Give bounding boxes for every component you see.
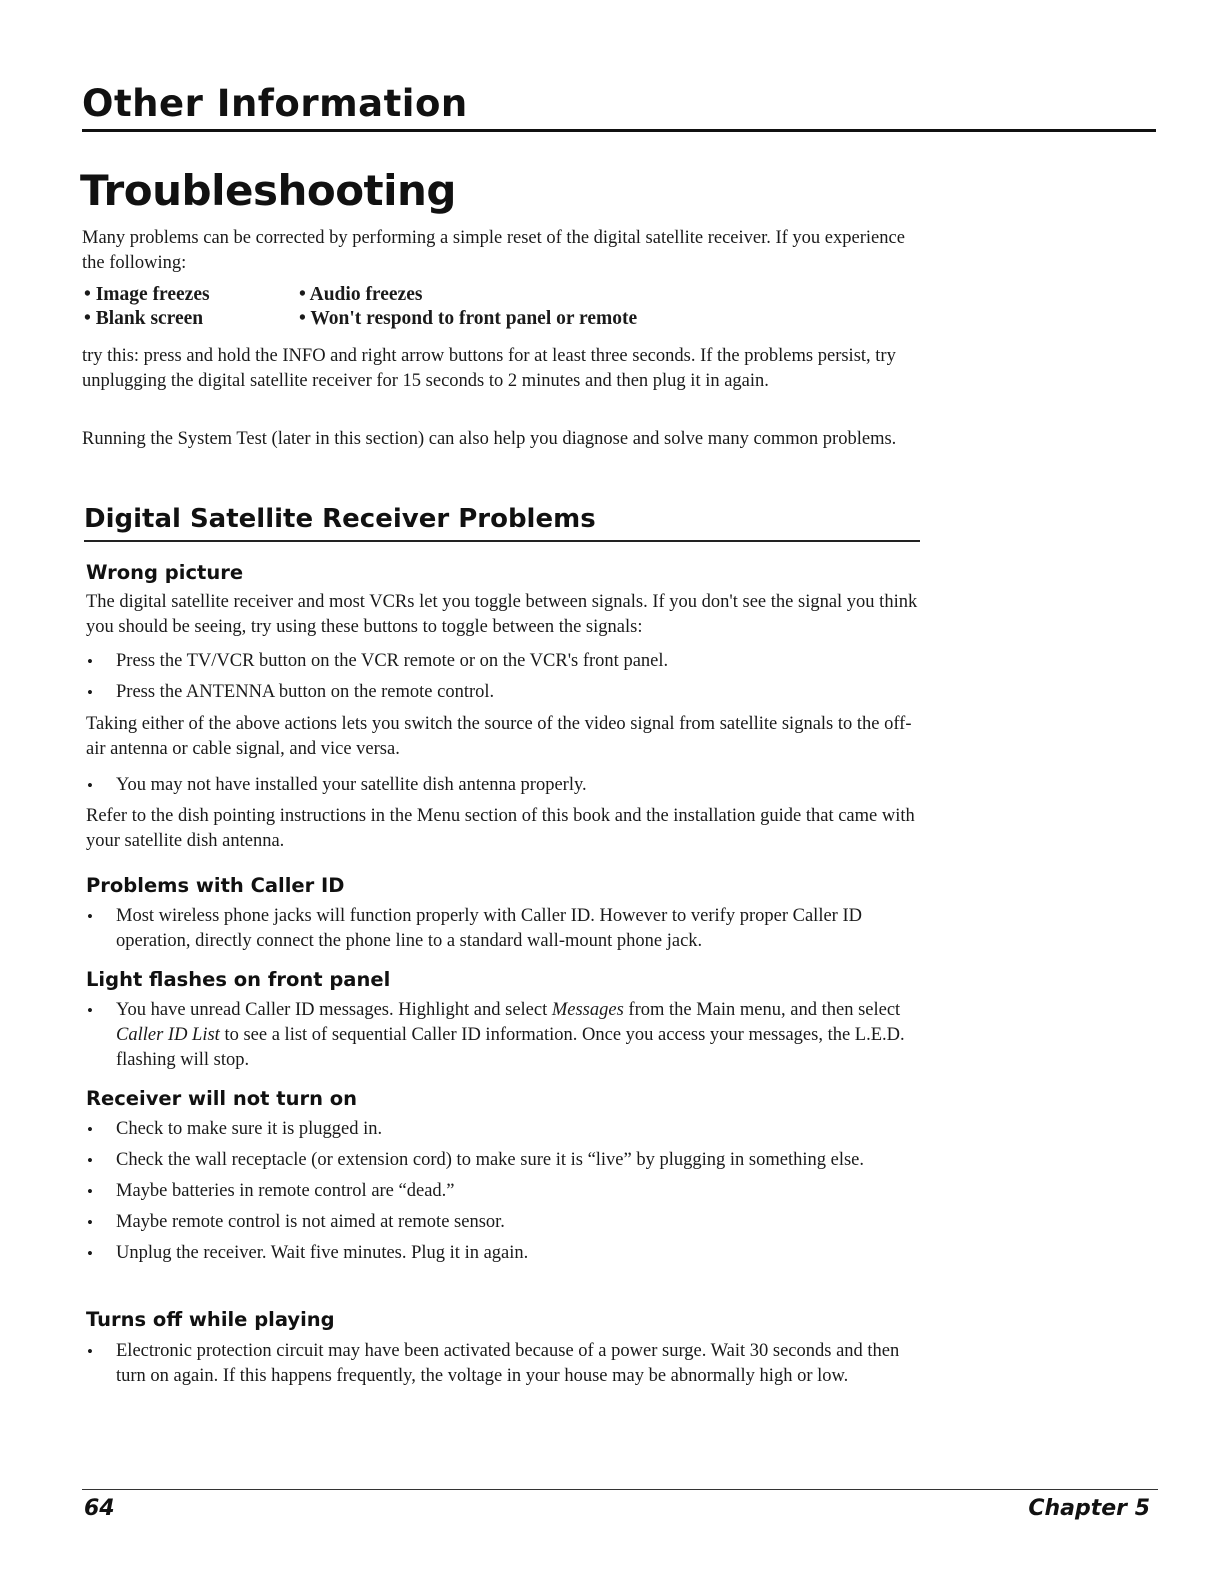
text-run: from the Main menu, and then select bbox=[623, 1000, 901, 1020]
caller-id-list-ref: Caller ID List bbox=[116, 1025, 220, 1045]
list-item: • Maybe remote control is not aimed at remote sensor. bbox=[86, 1210, 916, 1235]
caller-id-heading: Problems with Caller ID bbox=[86, 874, 345, 897]
text-run: to see a list of sequential Caller ID information. Once you access your messages, the L.E.D. flashing will stop. bbox=[116, 1025, 905, 1070]
section-rule bbox=[82, 129, 1156, 132]
list-item: • Maybe batteries in remote control are “dead.” bbox=[86, 1179, 916, 1204]
list-item: • Electronic protection circuit may have been activated because of a power surge. Wait 30 seconds and then turn on again. If this happens frequently, the voltage in your house may be abnormally high or low. bbox=[86, 1339, 916, 1389]
symptom-list bbox=[84, 283, 637, 331]
turns-off-heading: Turns off while playing bbox=[86, 1308, 335, 1331]
section-title: Other Information bbox=[82, 82, 468, 125]
messages-menu-ref: Messages bbox=[551, 1000, 624, 1020]
light-flashes-heading: Light flashes on front panel bbox=[86, 968, 391, 991]
reset-instructions: try this: press and hold the INFO and right arrow buttons for at least three seconds. If the problems persist, try unplugging the digital satellite receiver for 15 seconds to 2 minutes and then plug it in again. bbox=[82, 346, 896, 391]
page-title: Troubleshooting bbox=[80, 166, 456, 215]
not-turn-on-heading: Receiver will not turn on bbox=[86, 1087, 358, 1110]
list-item: • Press the ANTENNA button on the remote control. bbox=[86, 680, 916, 705]
not-turn-on-bullets bbox=[86, 1117, 916, 1272]
list-item: • You may not have installed your satellite dish antenna properly. bbox=[86, 773, 916, 798]
caller-id-bullets bbox=[86, 904, 916, 954]
wrong-picture-bullets bbox=[86, 649, 916, 711]
subsection-rule bbox=[84, 540, 920, 542]
wrong-picture-middle: Taking either of the above actions lets you switch the source of the video signal from satellite signals to the off-air antenna or cable signal, and vice versa. bbox=[86, 714, 912, 759]
list-item: • Press the TV/VCR button on the VCR remote or on the VCR's front panel. bbox=[86, 649, 916, 674]
list-item: • Most wireless phone jacks will function properly with Caller ID. However to verify proper Caller ID operation, directly connect the phone line to a standard wall-mount phone jack. bbox=[86, 904, 916, 954]
turns-off-bullets bbox=[86, 1339, 916, 1389]
wrong-picture-intro: The digital satellite receiver and most VCRs let you toggle between signals. If you don't see the signal you think you should be seeing, try using these buttons to toggle between the signals: bbox=[86, 592, 918, 637]
symptom-item: • Image freezes bbox=[84, 284, 210, 305]
symptom-item: • Won't respond to front panel or remote bbox=[299, 308, 638, 329]
wrong-picture-heading: Wrong picture bbox=[86, 561, 244, 584]
list-item bbox=[86, 998, 916, 1073]
light-flashes-bullets bbox=[86, 998, 916, 1073]
symptom-item: • Audio freezes bbox=[299, 284, 423, 305]
list-item: • Check to make sure it is plugged in. bbox=[86, 1117, 916, 1142]
list-item: • Check the wall receptacle (or extension cord) to make sure it is “live” by plugging in something else. bbox=[86, 1148, 916, 1173]
intro-paragraph: Many problems can be corrected by performing a simple reset of the digital satellite receiver. If you experience the following: bbox=[82, 228, 905, 273]
receiver-problems-heading: Digital Satellite Receiver Problems bbox=[84, 504, 596, 534]
dish-bullet-list bbox=[86, 773, 916, 798]
symptom-item: • Blank screen bbox=[84, 308, 204, 329]
dish-refer-paragraph: Refer to the dish pointing instructions in the Menu section of this book and the installation guide that came with your satellite dish antenna. bbox=[86, 806, 915, 851]
footer-rule bbox=[82, 1489, 1158, 1490]
page-number: 64 bbox=[84, 1496, 115, 1521]
list-item: • Unplug the receiver. Wait five minutes. Plug it in again. bbox=[86, 1241, 916, 1266]
chapter-label: Chapter 5 bbox=[1028, 1496, 1150, 1521]
system-test-note: Running the System Test (later in this section) can also help you diagnose and solve many common problems. bbox=[82, 429, 897, 449]
text-run: You have unread Caller ID messages. Highlight and select bbox=[116, 1000, 552, 1020]
